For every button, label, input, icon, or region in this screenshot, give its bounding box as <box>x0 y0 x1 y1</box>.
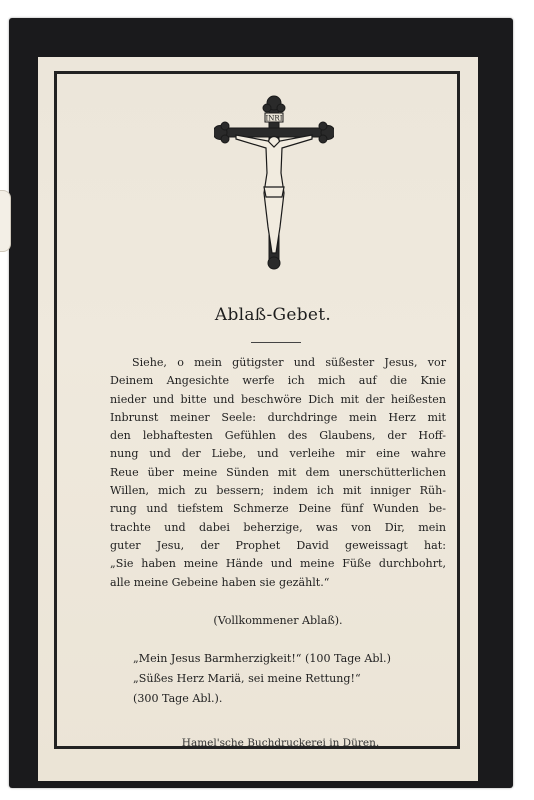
memorial-card <box>9 18 513 788</box>
prayer-line: Deinem Angesichte werfe ich mich auf die Knie <box>110 374 446 388</box>
prayer-line: Willen, mich zu bessern; indem ich mit inniger Rüh- <box>110 484 446 498</box>
ejaculation-line: „Süßes Herz Mariä, sei meine Rettung!“ <box>133 672 361 685</box>
title-divider <box>251 342 301 343</box>
ejaculation-line: „Mein Jesus Barmherzigkeit!“ (100 Tage Abl.) <box>133 652 391 665</box>
prayer-line: Siehe, o mein gütigster und süßester Jesus, vor <box>132 356 446 369</box>
card-paper <box>38 57 478 781</box>
prayer-line: alle meine Gebeine haben sie gezählt.“ <box>110 575 330 589</box>
printer-imprint: Hamel'sche Buchdruckerei in Düren. <box>181 737 380 749</box>
prayer-line: Inbrunst meiner Seele: durchdringe mein Herz mit <box>110 410 446 424</box>
prayer-line: den lebhaftesten Gefühlen des Glaubens, der Hoff- <box>110 429 446 443</box>
page-edge <box>0 190 11 252</box>
indulgence-note: (Vollkommener Ablaß). <box>213 614 343 627</box>
prayer-line: nieder und bitte und beschwöre Dich mit der heißesten <box>110 392 446 406</box>
prayer-line: Reue über meine Sünden mit dem unerschütterlichen <box>110 465 446 479</box>
prayer-text <box>110 354 446 592</box>
prayer-line: guter Jesu, der Prophet David geweissagt hat: <box>110 538 446 552</box>
crucifix-icon <box>214 95 334 270</box>
prayer-line: trachte und dabei beherzige, was von Dir, mein <box>110 520 446 534</box>
ejaculations <box>133 649 453 709</box>
ejaculation-line: (300 Tage Abl.). <box>133 692 223 705</box>
svg-text:INRI: INRI <box>265 114 283 123</box>
prayer-line: rung und tiefstem Schmerze Deine fünf Wunden be- <box>110 502 446 516</box>
prayer-line: nung und der Liebe, und verleihe mir eine wahre <box>110 447 446 461</box>
prayer-line: „Sie haben meine Hände und meine Füße durchbohrt, <box>110 557 446 571</box>
page-title: Ablaß-Gebet. <box>214 305 332 325</box>
